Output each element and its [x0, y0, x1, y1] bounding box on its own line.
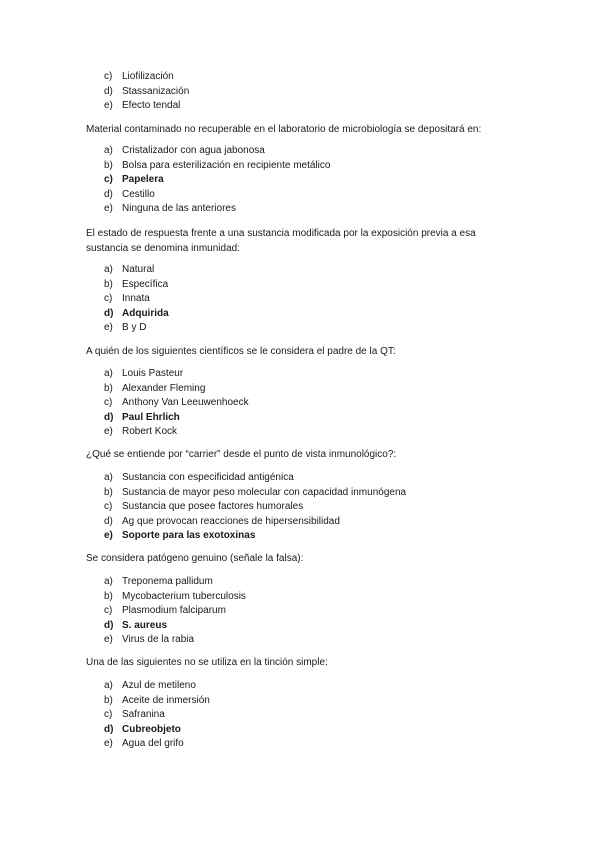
option-letter: a) — [104, 576, 113, 587]
option-letter: d) — [104, 515, 113, 527]
option-letter: a) — [104, 472, 113, 483]
option-letter: c) — [104, 605, 113, 617]
option-letter: c) — [104, 71, 113, 82]
option-item — [0, 202, 599, 217]
option-list — [0, 679, 599, 752]
option-item — [0, 471, 599, 486]
question-text: Una de las siguientes no se utiliza en la tinción simple: — [86, 657, 328, 668]
option-item — [0, 382, 599, 397]
option-item — [0, 99, 599, 114]
option-list — [0, 471, 599, 544]
question-text: ¿Qué se entiende por “carrier” desde el punto de vista inmunológico?: — [86, 449, 397, 460]
option-letter: b) — [104, 382, 113, 394]
question-text: Se considera patógeno genuino (señale la falsa): — [86, 553, 304, 564]
question-options — [0, 263, 599, 336]
option-item — [0, 188, 599, 203]
option-item — [0, 321, 599, 336]
option-letter: e) — [104, 426, 113, 438]
question-options — [0, 575, 599, 648]
option-list — [0, 70, 599, 114]
option-text: Louis Pasteur — [122, 368, 184, 379]
option-text: Agua del grifo — [122, 738, 184, 750]
option-letter: d) — [104, 307, 114, 319]
option-item — [0, 292, 599, 307]
option-item-correct — [0, 173, 599, 188]
option-text: Ag que provocan reacciones de hipersensibilidad — [122, 515, 340, 527]
option-item — [0, 70, 599, 85]
option-item — [0, 679, 599, 694]
option-text: Anthony Van Leeuwenhoeck — [122, 397, 249, 409]
option-letter: c) — [104, 397, 113, 409]
option-item — [0, 575, 599, 590]
option-item-correct — [0, 723, 599, 738]
option-text: Natural — [122, 264, 155, 275]
option-letter: b) — [104, 159, 113, 171]
option-text: Aceite de inmersión — [122, 694, 210, 706]
option-item-correct — [0, 307, 599, 322]
option-item — [0, 737, 599, 752]
option-letter: a) — [104, 264, 113, 275]
option-text: Treponema pallidum — [122, 576, 213, 587]
option-list — [0, 263, 599, 336]
option-text: Safranina — [122, 709, 165, 721]
option-letter: b) — [104, 694, 113, 706]
option-letter: b) — [104, 590, 113, 602]
option-text: Efecto tendal — [122, 100, 181, 112]
option-letter: b) — [104, 486, 113, 498]
option-item — [0, 85, 599, 100]
option-item — [0, 263, 599, 278]
option-list — [0, 367, 599, 440]
question-text: Material contaminado no recuperable en el laboratorio de microbiología se depositará en: — [86, 124, 482, 135]
option-item — [0, 500, 599, 515]
option-item-correct — [0, 411, 599, 426]
option-letter: b) — [104, 278, 113, 290]
option-list — [0, 575, 599, 648]
option-text: Azul de metileno — [122, 680, 196, 691]
option-text: Bolsa para esterilización en recipiente metálico — [122, 159, 331, 171]
option-item — [0, 694, 599, 709]
option-text: Sustancia que posee factores humorales — [122, 501, 304, 513]
question-options — [0, 144, 599, 217]
question-text: El estado de respuesta frente a una sustancia modificada por la exposición previa a esa sustancia se denomina inmunidad: — [86, 228, 476, 254]
option-letter: e) — [104, 634, 113, 646]
option-letter: d) — [104, 619, 114, 631]
option-item-correct — [0, 619, 599, 634]
option-text: Específica — [122, 278, 169, 290]
lead-options — [0, 70, 599, 114]
option-letter: e) — [104, 322, 113, 334]
option-letter: d) — [104, 411, 114, 423]
option-text: Sustancia con especificidad antigénica — [122, 472, 294, 483]
question-text: A quién de los siguientes científicos se le considera el padre de la QT: — [86, 346, 396, 357]
option-item-correct — [0, 529, 599, 544]
option-letter: d) — [104, 188, 113, 200]
option-text: Virus de la rabia — [122, 634, 195, 646]
option-letter: a) — [104, 145, 113, 156]
option-item — [0, 590, 599, 605]
option-item — [0, 633, 599, 648]
option-text: Ninguna de las anteriores — [122, 203, 236, 215]
option-text: Paul Ehrlich — [122, 411, 180, 423]
option-text: Innata — [122, 293, 150, 305]
option-text: Sustancia de mayor peso molecular con capacidad inmunógena — [122, 486, 407, 498]
option-text: S. aureus — [122, 619, 168, 631]
option-item — [0, 159, 599, 174]
option-letter: e) — [104, 203, 113, 215]
option-item — [0, 367, 599, 382]
option-item — [0, 396, 599, 411]
option-letter: c) — [104, 501, 113, 513]
option-letter: c) — [104, 709, 113, 721]
option-letter: e) — [104, 100, 113, 112]
option-item — [0, 604, 599, 619]
question-options — [0, 367, 599, 440]
option-item — [0, 144, 599, 159]
option-item — [0, 425, 599, 440]
option-text: Liofilización — [122, 71, 174, 82]
option-letter: a) — [104, 368, 113, 379]
option-list — [0, 144, 599, 217]
option-text: Plasmodium falciparum — [122, 605, 226, 617]
question-options — [0, 471, 599, 544]
option-text: Stassanización — [122, 85, 190, 97]
option-letter: a) — [104, 680, 113, 691]
option-item — [0, 515, 599, 530]
question-options — [0, 679, 599, 752]
option-letter: d) — [104, 85, 113, 97]
option-text: Adquirida — [122, 307, 169, 319]
option-letter: c) — [104, 174, 113, 186]
option-text: Cubreobjeto — [122, 723, 181, 735]
option-text: Soporte para las exotoxinas — [122, 530, 256, 542]
option-text: Cristalizador con agua jabonosa — [122, 145, 265, 156]
option-item — [0, 708, 599, 723]
option-letter: e) — [104, 530, 113, 542]
option-letter: e) — [104, 738, 113, 750]
option-letter: d) — [104, 723, 114, 735]
option-text: Cestillo — [122, 188, 155, 200]
option-item — [0, 278, 599, 293]
option-text: Robert Kock — [122, 426, 178, 438]
option-text: Mycobacterium tuberculosis — [122, 590, 246, 602]
option-item — [0, 486, 599, 501]
option-letter: c) — [104, 293, 113, 305]
option-text: Alexander Fleming — [122, 382, 206, 394]
option-text: Papelera — [122, 174, 164, 186]
option-text: B y D — [122, 322, 147, 334]
